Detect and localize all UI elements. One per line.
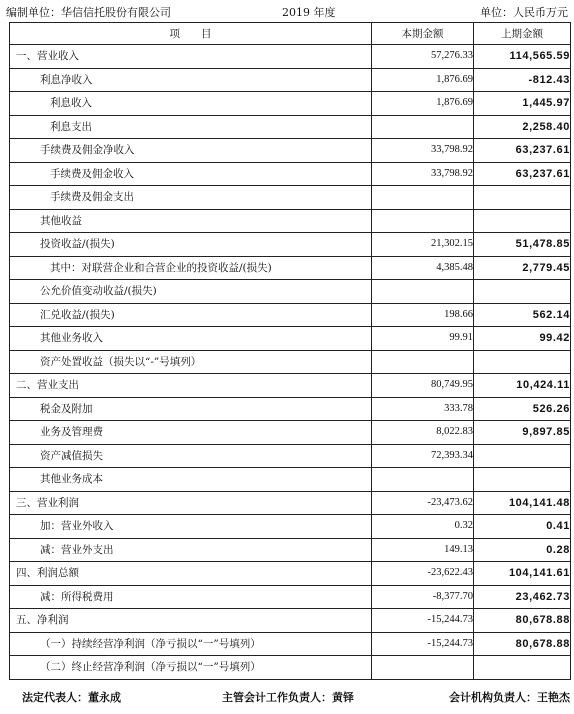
row-label: 减：营业外支出 — [10, 538, 372, 562]
table-row — [10, 68, 571, 92]
table-row — [10, 233, 571, 257]
row-current-amount: -23,622.43 — [372, 562, 474, 586]
row-label: （二）终止经营净利润（净亏损以“一”号填列） — [10, 656, 372, 680]
row-current-amount — [372, 350, 474, 374]
report-header — [6, 5, 568, 21]
row-previous-amount: 114,565.59 — [474, 45, 571, 69]
table-row — [10, 303, 571, 327]
table-row — [10, 327, 571, 351]
row-current-amount: 149.13 — [372, 538, 474, 562]
table-row — [10, 585, 571, 609]
row-current-amount: 1,876.69 — [372, 68, 474, 92]
row-current-amount: 99.91 — [372, 327, 474, 351]
row-current-amount: -23,473.62 — [372, 491, 474, 515]
row-current-amount — [372, 186, 474, 210]
row-label: 汇兑收益/(损失) — [10, 303, 372, 327]
row-label: 一、营业收入 — [10, 45, 372, 69]
table-header-row — [10, 23, 571, 45]
row-label: 投资收益/(损失) — [10, 233, 372, 257]
row-previous-amount — [474, 468, 571, 492]
table-row — [10, 397, 571, 421]
row-current-amount: 33,798.92 — [372, 162, 474, 186]
row-current-amount — [372, 656, 474, 680]
legal-representative: 法定代表人：董永成 — [22, 691, 121, 704]
table-row — [10, 656, 571, 680]
row-label: 税金及附加 — [10, 397, 372, 421]
row-label: 利息收入 — [10, 92, 372, 116]
row-previous-amount: 10,424.11 — [474, 374, 571, 398]
table-row — [10, 256, 571, 280]
row-label: 资产处置收益（损失以“-”号填列） — [10, 350, 372, 374]
row-current-amount: 8,022.83 — [372, 421, 474, 445]
column-header-previous: 上期金额 — [474, 23, 571, 45]
row-previous-amount: 99.42 — [474, 327, 571, 351]
row-label: 四、利润总额 — [10, 562, 372, 586]
row-previous-amount: 562.14 — [474, 303, 571, 327]
row-label: 手续费及佣金支出 — [10, 186, 372, 210]
row-previous-amount: 80,678.88 — [474, 632, 571, 656]
table-row — [10, 162, 571, 186]
row-label: 公允价值变动收益/(损失) — [10, 280, 372, 304]
row-current-amount — [372, 115, 474, 139]
row-previous-amount: 9,897.85 — [474, 421, 571, 445]
row-label: 利息净收入 — [10, 68, 372, 92]
row-label: （一）持续经营净利润（净亏损以“一”号填列） — [10, 632, 372, 656]
row-previous-amount: -812.43 — [474, 68, 571, 92]
row-label: 手续费及佣金收入 — [10, 162, 372, 186]
row-previous-amount — [474, 209, 571, 233]
table-row — [10, 562, 571, 586]
row-label: 其他业务收入 — [10, 327, 372, 351]
row-previous-amount: 2,779.45 — [474, 256, 571, 280]
row-label: 业务及管理费 — [10, 421, 372, 445]
table-row — [10, 45, 571, 69]
table-row — [10, 609, 571, 633]
row-current-amount: -15,244.73 — [372, 609, 474, 633]
accounting-head: 主管会计工作负责人：黄铎 — [222, 691, 354, 704]
row-previous-amount — [474, 186, 571, 210]
table-row — [10, 115, 571, 139]
row-current-amount: 57,276.33 — [372, 45, 474, 69]
row-label: 二、营业支出 — [10, 374, 372, 398]
row-previous-amount — [474, 444, 571, 468]
currency-unit: 单位：人民币万元 — [480, 6, 568, 19]
row-previous-amount: 23,462.73 — [474, 585, 571, 609]
row-previous-amount: 63,237.61 — [474, 139, 571, 163]
row-current-amount: 1,876.69 — [372, 92, 474, 116]
row-label: 资产减值损失 — [10, 444, 372, 468]
row-label: 其他收益 — [10, 209, 372, 233]
row-current-amount — [372, 468, 474, 492]
row-previous-amount: 51,478.85 — [474, 233, 571, 257]
table-row — [10, 280, 571, 304]
table-row — [10, 350, 571, 374]
row-previous-amount — [474, 656, 571, 680]
row-previous-amount: 0.28 — [474, 538, 571, 562]
row-current-amount: 72,393.34 — [372, 444, 474, 468]
row-current-amount: 0.32 — [372, 515, 474, 539]
row-current-amount: 80,749.95 — [372, 374, 474, 398]
row-previous-amount: 0.41 — [474, 515, 571, 539]
row-previous-amount — [474, 280, 571, 304]
table-row — [10, 538, 571, 562]
table-row — [10, 444, 571, 468]
row-current-amount: 21,302.15 — [372, 233, 474, 257]
row-label: 五、净利润 — [10, 609, 372, 633]
row-previous-amount: 80,678.88 — [474, 609, 571, 633]
row-previous-amount: 63,237.61 — [474, 162, 571, 186]
row-previous-amount: 526.26 — [474, 397, 571, 421]
row-current-amount — [372, 209, 474, 233]
row-current-amount: 4,385.48 — [372, 256, 474, 280]
table-row — [10, 92, 571, 116]
row-label: 利息支出 — [10, 115, 372, 139]
row-label: 加：营业外收入 — [10, 515, 372, 539]
row-current-amount: 198.66 — [372, 303, 474, 327]
table-row — [10, 374, 571, 398]
row-current-amount: 333.78 — [372, 397, 474, 421]
table-row — [10, 632, 571, 656]
row-previous-amount: 1,445.97 — [474, 92, 571, 116]
row-previous-amount: 2,258.40 — [474, 115, 571, 139]
report-year: 2019 年度 — [282, 6, 336, 19]
row-previous-amount — [474, 350, 571, 374]
row-current-amount: -15,244.73 — [372, 632, 474, 656]
signature-footer — [22, 690, 570, 706]
row-label: 其中：对联营企业和合营企业的投资收益/(损失) — [10, 256, 372, 280]
row-current-amount: 33,798.92 — [372, 139, 474, 163]
column-header-current: 本期金额 — [372, 23, 474, 45]
company-name: 编制单位：华信信托股份有限公司 — [6, 6, 171, 19]
row-label: 减：所得税费用 — [10, 585, 372, 609]
table-row — [10, 421, 571, 445]
table-row — [10, 186, 571, 210]
table-row — [10, 139, 571, 163]
row-label: 其他业务成本 — [10, 468, 372, 492]
row-label: 手续费及佣金净收入 — [10, 139, 372, 163]
table-row — [10, 491, 571, 515]
accounting-dept-head: 会计机构负责人：王艳杰 — [449, 691, 570, 704]
table-row — [10, 468, 571, 492]
row-current-amount: -8,377.70 — [372, 585, 474, 609]
row-current-amount — [372, 280, 474, 304]
row-previous-amount: 104,141.48 — [474, 491, 571, 515]
income-statement-table — [9, 22, 571, 680]
row-label: 三、营业利润 — [10, 491, 372, 515]
table-row — [10, 515, 571, 539]
row-previous-amount: 104,141.61 — [474, 562, 571, 586]
column-header-item: 项 目 — [10, 23, 372, 45]
table-row — [10, 209, 571, 233]
